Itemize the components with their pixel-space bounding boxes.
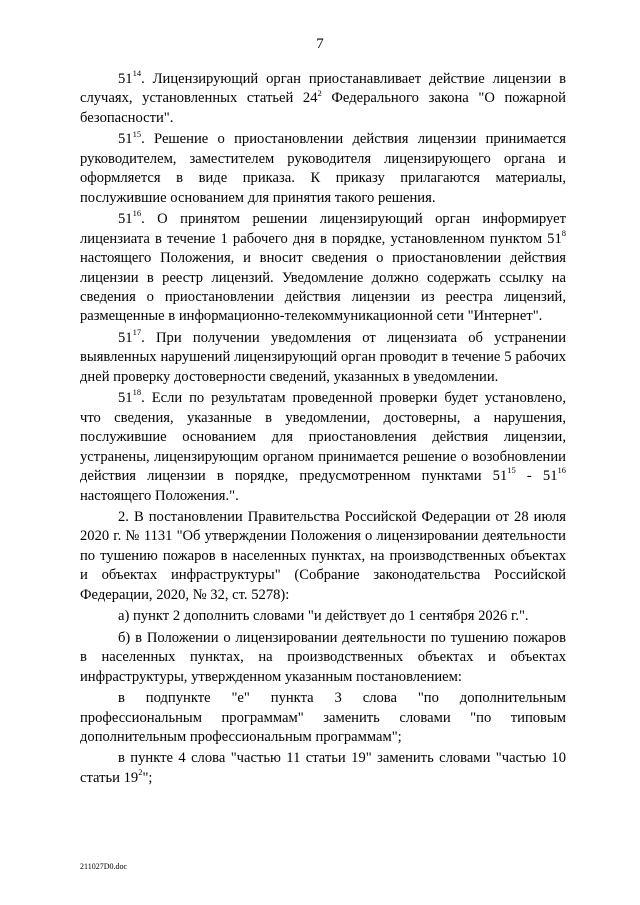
paragraph-51-16: $51^{16}$. О принятом решении лицензирующий орган информирует лицензиата в течение 1 рабочего дня в порядке, установленном пунктом $51^8$ настоящего Положения, и вносит сведения о приостановлении действия лицензии в реестр лицензий. Уведомление должно содержать ссылку на сведения о приостановлении действия лицензии из реестра лицензий, размещенные в информационно-телекоммуникационной сети "Интернет". <box>80 208 566 325</box>
paragraph-subitem-a: а) пункт 2 дополнить словами "и действует до 1 сентября 2026 г.". <box>118 608 529 625</box>
paragraph-51-17: $51^{17}$. При получении уведомления от лицензиата об устранении выявленных нарушений лицензирующий орган проводит в течение 5 рабочих дней проверку достоверности сведений, указанных в уведомлении. <box>80 327 566 385</box>
paragraph-51-18: $51^{18}$. Если по результатам проведенной проверки будет установлено, что сведения, указанные в уведомлении, достоверны, а нарушения, послужившие основанием для приостановления действия лицензии, устранены, лицензирующим органом принимается решение о возобновлении действия лицензии в порядке, предусмотренном пунктами $51^{15} - 51^{16}$ настоящего Положения.". <box>80 387 566 504</box>
paragraph-51-15: $51^{15}$. Решение о приостановлении действия лицензии принимается руководителем, заместителем руководителя лицензирующего органа и оформляется в виде приказа. К приказу прилагаются материалы, послужившие основанием для принятия такого решения. <box>80 128 566 206</box>
paragraph-51-14: $51^{14}$. Лицензирующий орган приостанавливает действие лицензии в случаях, установленных статьей $24^2$ Федерального закона "О пожарной безопасности". <box>80 68 566 126</box>
paragraph-amendment-4: в пункте 4 слова "частью 11 статьи 19" заменить словами "частью 10 статьи $19^2$"; <box>80 750 566 786</box>
paragraph-item-2: 2. В постановлении Правительства Российской Федерации от 28 июля 2020 г. № 1131 "Об утверждении Положения о лицензировании деятельности по тушению пожаров в населенных пунктах, на производственных объектах и объектах инфраструктуры" (Собрание законодательства Российской Федерации, 2020, № 32, ст. 5278): <box>80 508 566 603</box>
document-body <box>80 70 566 788</box>
paragraph-subitem-b: б) в Положении о лицензировании деятельности по тушению пожаров в населенных пунктах, на производственных объектах и объектах инфраструктуры, утвержденном указанным постановлением: <box>80 629 566 685</box>
document-file-code: 211027D0.doc <box>80 862 128 871</box>
paragraph-amendment-3e: в подпункте "е" пункта 3 слова "по дополнительным профессиональным программам" заменить словами "по типовым дополнительным профессиональным программам"; <box>80 690 566 745</box>
page-number: 7 <box>316 36 324 52</box>
